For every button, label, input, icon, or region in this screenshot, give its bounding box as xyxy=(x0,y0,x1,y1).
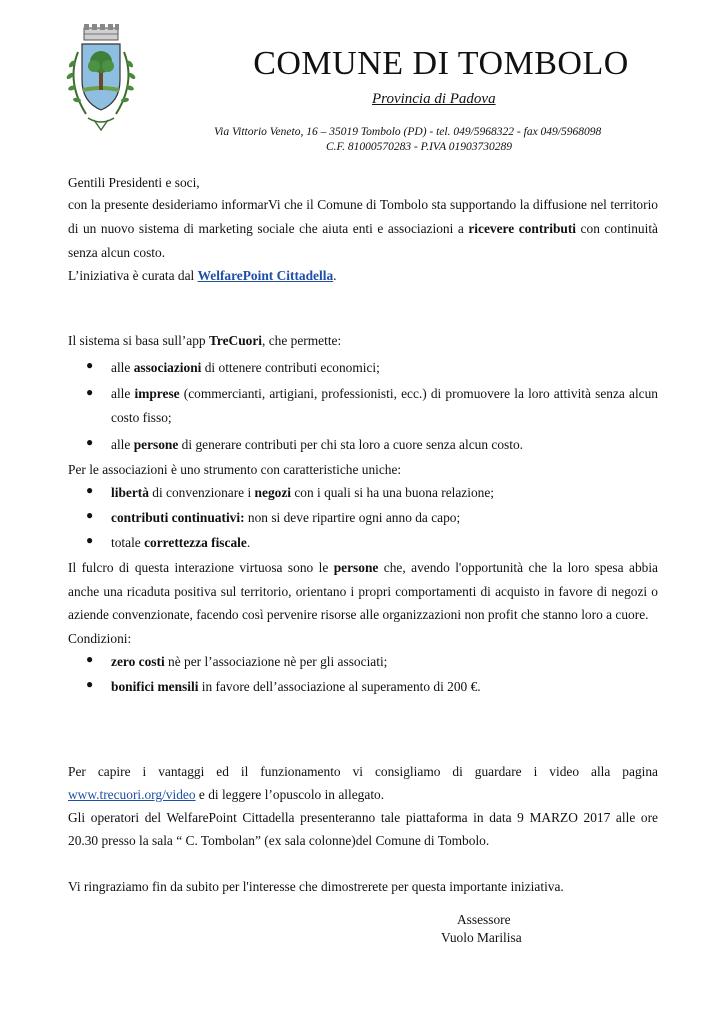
list-item: ● bonifici mensili in favore dell’associazione al superamento di 200 €. xyxy=(68,674,658,699)
signature-role: Assessore xyxy=(457,912,511,927)
list-item: ● libertà di convenzionare i negozi con i quali si ha una buona relazione; xyxy=(68,480,658,505)
event-paragraph: Gli operatori del WelfarePoint Cittadella presenteranno tale piattaforma in data 9 MARZO 2017 alle ore 20.30 presso la sala “ C. Tombolan” (ex sala colonne)del Comune di Tombolo. xyxy=(68,810,658,848)
bullet-icon: ● xyxy=(86,508,94,522)
bullet-icon: ● xyxy=(86,385,94,399)
intro-section xyxy=(68,172,658,286)
list-item: ● alle persone di generare contributi per chi sta loro a cuore senza alcun costo. xyxy=(68,432,658,457)
coat-of-arms-icon xyxy=(60,22,142,132)
trecuori-video-link[interactable]: www.trecuori.org/video xyxy=(68,787,196,802)
system-list xyxy=(68,355,658,457)
thanks-paragraph: Vi ringraziamo fin da subito per l'interesse che dimostrerete per questa importante iniziativa. xyxy=(68,879,564,894)
video-paragraph: Per capire i vantaggi ed il funzionamento vi consigliamo di guardare i video alla pagina www.trecuori.org/video e di leggere l’opuscolo in allegato. xyxy=(68,764,658,802)
intro-paragraph: con la presente desideriamo informarVi che il Comune di Tombolo sta supportando la diffusione nel territorio di un nuovo sistema di marketing sociale che aiuta enti e associazioni a ricevere contributi con continuità senza alcun costo. xyxy=(68,197,658,260)
province-subtitle: Provincia di Padova xyxy=(372,91,496,107)
bullet-icon: ● xyxy=(86,435,94,449)
list-item: ● zero costi nè per l’associazione nè per gli associati; xyxy=(68,649,658,674)
municipality-title: COMUNE DI TOMBOLO xyxy=(253,45,629,82)
bullet-icon: ● xyxy=(86,358,94,372)
system-section xyxy=(68,330,658,699)
greeting: Gentili Presidenti e soci, xyxy=(68,175,200,190)
fulcrum-paragraph: Il fulcro di questa interazione virtuosa sono le persone che, avendo l'opportunità che la loro spesa abbia anche una ricaduta positiva sul territorio, orientano i propri comportamenti di acquisto in favore di negozi o aziende convenzionate, facendo così pervenire risorse alle organizzazioni non profit che stanno loro a cuore. xyxy=(68,560,658,622)
bullet-icon: ● xyxy=(86,651,94,666)
welfarepoint-link[interactable]: WelfarePoint Cittadella xyxy=(197,268,334,283)
features-lead: Per le associazioni è uno strumento con caratteristiche uniche: xyxy=(68,462,402,477)
bullet-icon: ● xyxy=(86,483,94,497)
tax-codes-line: C.F. 81000570283 - P.IVA 01903730289 xyxy=(326,141,513,153)
list-item: ● alle associazioni di ottenere contributi economici; xyxy=(68,355,658,380)
bullet-icon: ● xyxy=(86,676,94,691)
features-list xyxy=(68,480,658,555)
bullet-icon: ● xyxy=(86,533,94,547)
initiative-paragraph: L’iniziativa è curata dal WelfarePoint Cittadella. xyxy=(68,268,337,283)
address-line: Via Vittorio Veneto, 16 – 35019 Tombolo (PD) - tel. 049/5968322 - fax 049/5968098 xyxy=(214,126,602,138)
conditions-lead: Condizioni: xyxy=(68,630,132,646)
closing-section xyxy=(68,760,658,897)
system-lead: Il sistema si basa sull’app TreCuori, che permette: xyxy=(68,333,342,348)
conditions-list xyxy=(68,649,658,699)
signature-name: Vuolo Marilisa xyxy=(441,930,522,945)
list-item: ● contributi continuativi: non si deve ripartire ogni anno da capo; xyxy=(68,505,658,530)
list-item: ● alle imprese (commercianti, artigiani, professionisti, ecc.) di promuovere la loro attività senza alcun costo fisso; xyxy=(68,380,658,432)
list-item: ● totale correttezza fiscale. xyxy=(68,530,658,555)
